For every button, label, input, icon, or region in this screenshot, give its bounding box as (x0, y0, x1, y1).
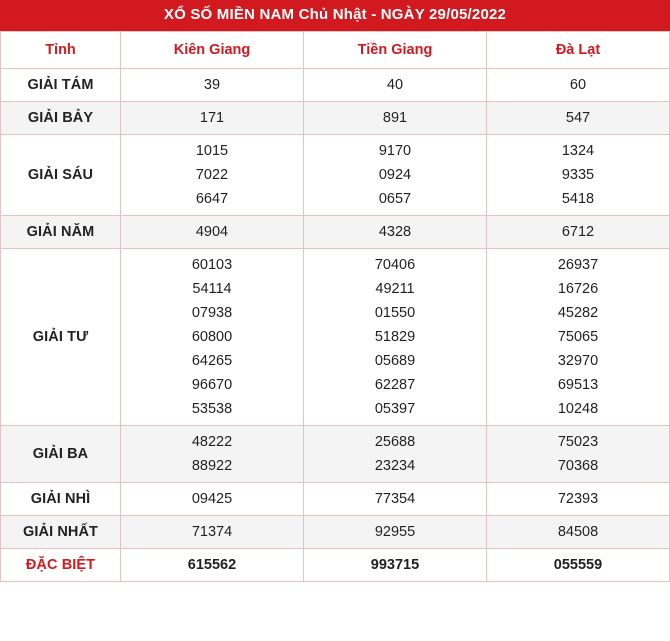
prize-number: 01550 (374, 305, 416, 321)
prize-numbers-cell (121, 216, 304, 249)
prize-number: 84508 (557, 524, 599, 540)
table-body (1, 69, 670, 582)
prize-number: 891 (382, 110, 408, 126)
prize-numbers-cell (304, 516, 487, 549)
prize-number: 055559 (553, 557, 603, 573)
prize-number: 70368 (557, 458, 599, 474)
prize-number: 72393 (557, 491, 599, 507)
prize-number: 10248 (557, 401, 599, 417)
prize-number: 96670 (191, 377, 233, 393)
prize-number: 49211 (375, 281, 415, 297)
page-title: XỔ SỐ MIỀN NAM Chủ Nhật - NGÀY 29/05/2022 (0, 0, 670, 31)
table-row (1, 516, 670, 549)
prize-numbers-cell (304, 549, 487, 582)
prize-number: 07938 (191, 305, 233, 321)
prize-label: ĐẶC BIỆT (1, 549, 121, 582)
prize-number: 26937 (557, 257, 599, 273)
prize-numbers-cell (121, 69, 304, 102)
prize-numbers-cell (121, 249, 304, 426)
prize-number: 4904 (195, 224, 229, 240)
prize-label: GIẢI TƯ (1, 249, 121, 426)
prize-numbers-cell (487, 516, 670, 549)
table-row (1, 549, 670, 582)
prize-label: GIẢI BA (1, 426, 121, 483)
prize-number: 48222 (191, 434, 233, 450)
prize-number: 1324 (561, 143, 595, 159)
column-header-da-lat[interactable]: Đà Lạt (487, 32, 670, 69)
prize-number: 05689 (374, 353, 416, 369)
table-row (1, 426, 670, 483)
prize-numbers-cell (487, 69, 670, 102)
prize-number: 39 (203, 77, 221, 93)
table-row (1, 216, 670, 249)
prize-number: 60800 (191, 329, 233, 345)
prize-number: 993715 (370, 557, 420, 573)
prize-number: 9170 (378, 143, 412, 159)
prize-numbers-cell (121, 426, 304, 483)
prize-number: 171 (199, 110, 225, 126)
table-row (1, 483, 670, 516)
table-row (1, 135, 670, 216)
prize-numbers-cell (487, 135, 670, 216)
prize-number: 23234 (374, 458, 416, 474)
prize-number: 64265 (191, 353, 233, 369)
prize-number: 69513 (557, 377, 599, 393)
prize-number: 62287 (374, 377, 416, 393)
column-header-kien-giang[interactable]: Kiên Giang (121, 32, 304, 69)
prize-number: 5418 (561, 191, 595, 207)
prize-label: GIẢI TÁM (1, 69, 121, 102)
prize-numbers-cell (121, 549, 304, 582)
column-header-province: Tỉnh (1, 32, 121, 69)
prize-number: 1015 (195, 143, 229, 159)
column-header-tien-giang[interactable]: Tiền Giang (304, 32, 487, 69)
prize-numbers-cell (304, 135, 487, 216)
prize-numbers-cell (304, 216, 487, 249)
prize-number: 60103 (191, 257, 233, 273)
prize-number: 0657 (378, 191, 412, 207)
prize-number: 9335 (561, 167, 595, 183)
prize-number: 70406 (374, 257, 416, 273)
prize-numbers-cell (304, 483, 487, 516)
prize-number: 05397 (374, 401, 416, 417)
prize-number: 6712 (561, 224, 595, 240)
prize-number: 75023 (557, 434, 599, 450)
prize-number: 7022 (195, 167, 229, 183)
prize-number: 615562 (187, 557, 237, 573)
prize-number: 45282 (557, 305, 599, 321)
prize-number: 53538 (191, 401, 233, 417)
prize-numbers-cell (121, 516, 304, 549)
prize-numbers-cell (487, 102, 670, 135)
prize-label: GIẢI NHÌ (1, 483, 121, 516)
prize-numbers-cell (121, 135, 304, 216)
prize-number: 547 (565, 110, 591, 126)
prize-number: 88922 (191, 458, 233, 474)
prize-numbers-cell (304, 249, 487, 426)
prize-number: 09425 (191, 491, 233, 507)
prize-label: GIẢI NĂM (1, 216, 121, 249)
prize-number: 4328 (378, 224, 412, 240)
prize-number: 60 (569, 77, 587, 93)
table-row (1, 249, 670, 426)
prize-numbers-cell (487, 249, 670, 426)
prize-numbers-cell (487, 483, 670, 516)
lottery-result-table (0, 31, 670, 582)
prize-number: 71374 (191, 524, 233, 540)
prize-numbers-cell (304, 102, 487, 135)
prize-numbers-cell (487, 426, 670, 483)
prize-number: 51829 (374, 329, 416, 345)
prize-numbers-cell (121, 483, 304, 516)
table-row (1, 102, 670, 135)
prize-label: GIẢI NHẤT (1, 516, 121, 549)
prize-number: 54114 (192, 281, 232, 297)
prize-numbers-cell (304, 426, 487, 483)
prize-number: 32970 (557, 353, 599, 369)
prize-number: 75065 (557, 329, 599, 345)
prize-label: GIẢI SÁU (1, 135, 121, 216)
prize-number: 40 (386, 77, 404, 93)
prize-numbers-cell (304, 69, 487, 102)
table-row (1, 69, 670, 102)
prize-number: 16726 (557, 281, 599, 297)
prize-numbers-cell (487, 549, 670, 582)
prize-number: 0924 (378, 167, 412, 183)
prize-number: 25688 (374, 434, 416, 450)
prize-number: 92955 (374, 524, 416, 540)
table-header-row (1, 32, 670, 69)
prize-numbers-cell (487, 216, 670, 249)
prize-label: GIẢI BẢY (1, 102, 121, 135)
prize-number: 77354 (374, 491, 416, 507)
prize-numbers-cell (121, 102, 304, 135)
prize-number: 6647 (195, 191, 229, 207)
